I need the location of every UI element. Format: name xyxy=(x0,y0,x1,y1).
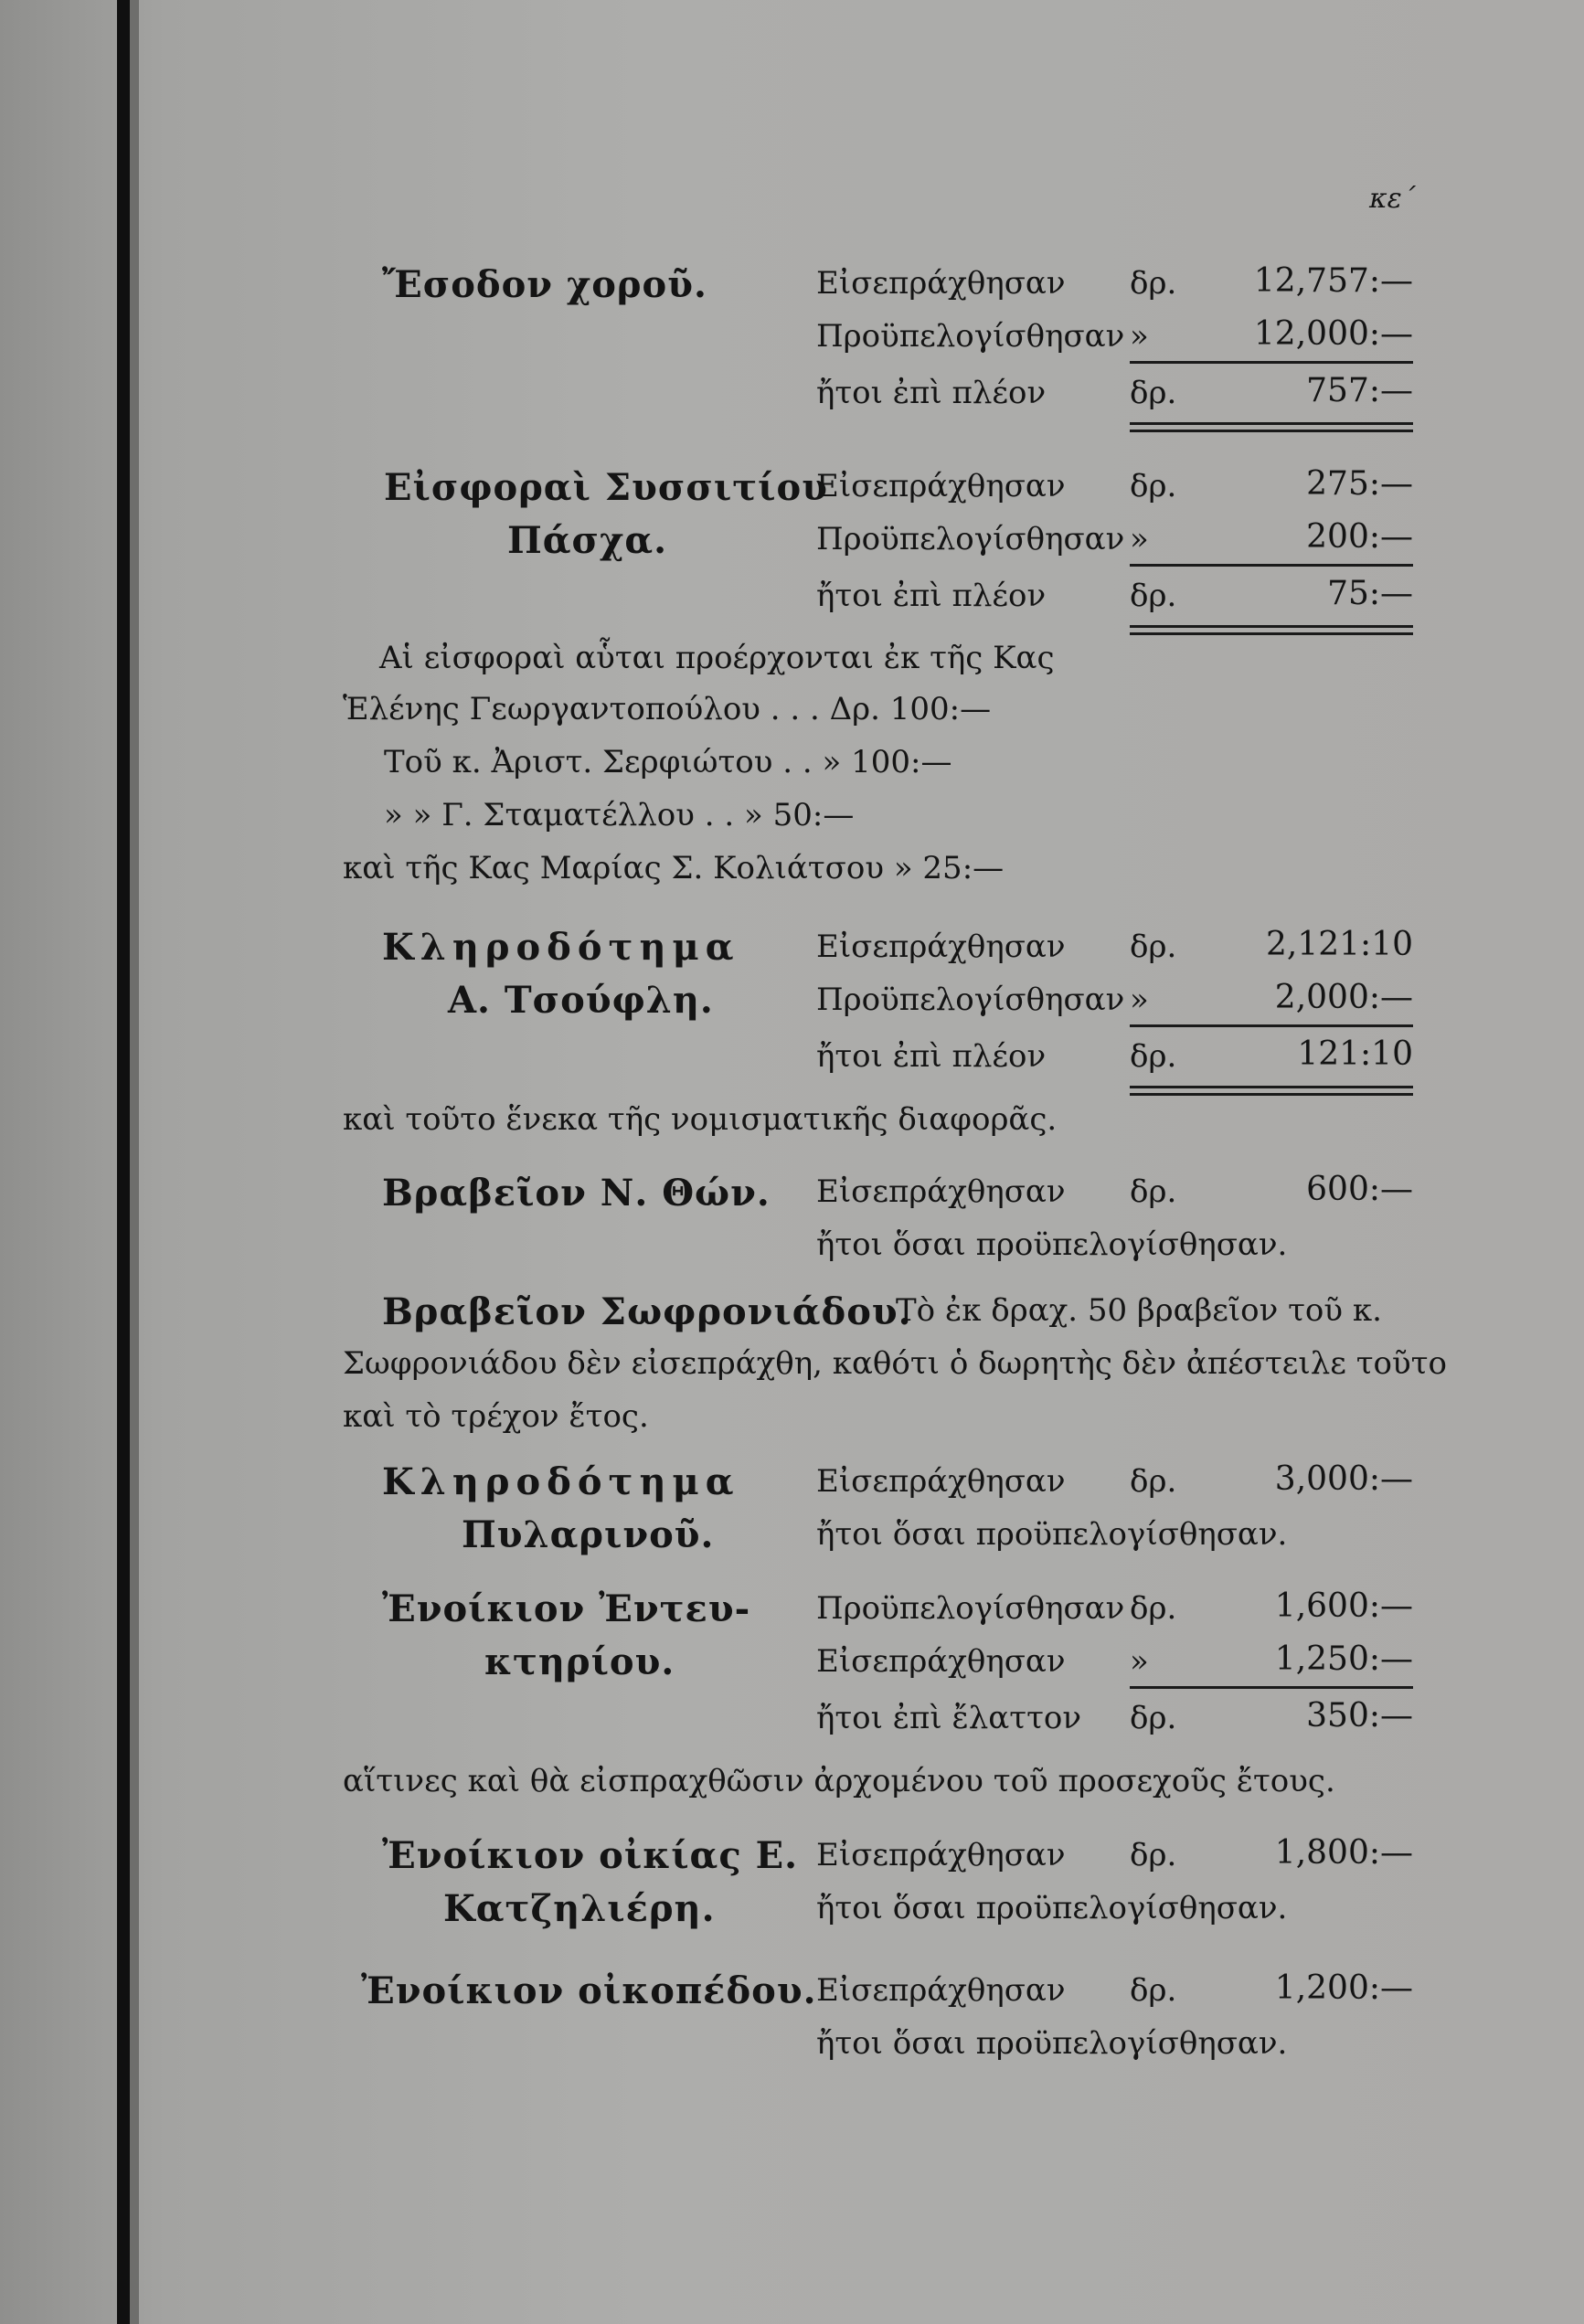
page-number: κε΄ xyxy=(1369,183,1416,215)
total-rule xyxy=(1130,625,1413,628)
currency: δρ. xyxy=(1130,1972,1177,2009)
amount: 121:10 xyxy=(1297,1035,1413,1073)
received-label: Εἰσεπράχθησαν xyxy=(816,468,1066,504)
total-rule xyxy=(1130,1093,1413,1096)
amount: 2,121:10 xyxy=(1266,926,1413,963)
total-rule xyxy=(1130,422,1413,425)
received-label: Εἰσεπράχθησαν xyxy=(816,929,1066,965)
amount: 350:— xyxy=(1306,1697,1413,1735)
currency: » xyxy=(1130,982,1149,1018)
budgeted-label: Προϋπελογίσθησαν xyxy=(816,521,1125,557)
currency: δρ. xyxy=(1130,1038,1177,1075)
note-line: Ἑλένης Γεωργαντοπούλου . . . Δρ. 100:— xyxy=(343,691,992,727)
entry-title: Α. Τσούφλη. xyxy=(448,979,714,1022)
currency: » xyxy=(1130,1643,1149,1680)
entry-title: Βραβεῖον Ν. Θών. xyxy=(382,1172,771,1215)
entry-title: Ἐνοίκιον οἰκοπέδου. xyxy=(361,1969,817,2012)
entry-title: Ἔσοδον χοροῦ. xyxy=(382,263,707,306)
currency: δρ. xyxy=(1130,265,1177,302)
amount: 75:— xyxy=(1327,575,1413,612)
difference-label: ἤτοι ἐπὶ ἔλαττον xyxy=(816,1700,1082,1736)
amount: 275:— xyxy=(1306,465,1413,503)
note-line: ἤτοι ὅσαι προϋπελογίσθησαν. xyxy=(816,1890,1288,1926)
entry-title: Πάσχα. xyxy=(507,519,668,562)
difference-label: ἤτοι ἐπὶ πλέον xyxy=(816,1038,1047,1075)
total-rule xyxy=(1130,632,1413,635)
sum-rule xyxy=(1130,1024,1413,1027)
entry-title: κτηρίου. xyxy=(484,1640,675,1683)
entry-title: Κληροδότημα xyxy=(382,1460,740,1503)
note-line: Αἱ εἰσφοραὶ αὗται προέρχονται ἐκ τῆς Κας xyxy=(379,640,1055,676)
entry-title: Πυλαρινοῦ. xyxy=(462,1513,715,1556)
difference-label: ἤτοι ἐπὶ πλέον xyxy=(816,578,1047,614)
amount: 200:— xyxy=(1306,518,1413,556)
sum-rule xyxy=(1130,1686,1413,1689)
amount: 12,000:— xyxy=(1253,315,1413,353)
note-line: καὶ τοῦτο ἕνεκα τῆς νομισματικῆς διαφορᾶς. xyxy=(343,1101,1058,1138)
budgeted-label: Προϋπελογίσθησαν xyxy=(816,318,1125,355)
currency: δρ. xyxy=(1130,578,1177,614)
currency: δρ. xyxy=(1130,375,1177,411)
amount: 1,200:— xyxy=(1274,1969,1413,2007)
amount: 1,600:— xyxy=(1274,1587,1413,1625)
note-line: ἤτοι ὅσαι προϋπελογίσθησαν. xyxy=(816,1516,1288,1553)
received-label: Εἰσεπράχθησαν xyxy=(816,1972,1066,2009)
amount: 1,800:— xyxy=(1274,1834,1413,1872)
sum-rule xyxy=(1130,564,1413,567)
amount: 600:— xyxy=(1306,1171,1413,1208)
binding-shadow xyxy=(130,0,139,2324)
entry-title: Κληροδότημα xyxy=(382,926,740,969)
currency: δρ. xyxy=(1130,929,1177,965)
received-label: Εἰσεπράχθησαν xyxy=(816,1463,1066,1500)
entry-title: Κατζηλιέρη. xyxy=(443,1887,716,1930)
difference-label: ἤτοι ἐπὶ πλέον xyxy=(816,375,1047,411)
amount: 757:— xyxy=(1306,372,1413,409)
currency: » xyxy=(1130,521,1149,557)
entry-title: Εἰσφοραὶ Συσσιτίου xyxy=(384,466,828,509)
note-line: καὶ τῆς Κας Μαρίας Σ. Κολιάτσου » 25:— xyxy=(343,850,1005,886)
entry-title: Ἐνοίκιον Ἐντευ- xyxy=(382,1587,751,1630)
amount: 3,000:— xyxy=(1274,1460,1413,1498)
received-label: Εἰσεπράχθησαν xyxy=(816,1837,1066,1873)
currency: δρ. xyxy=(1130,1463,1177,1500)
entry-title: Ἐνοίκιον οἰκίας Ε. xyxy=(382,1834,799,1877)
note-line: Σωφρονιάδου δὲν εἰσεπράχθη, καθότι ὁ δωρητὴς δὲν ἀπέστειλε τοῦτο xyxy=(343,1345,1447,1382)
currency: δρ. xyxy=(1130,1590,1177,1627)
received-label: Εἰσεπράχθησαν xyxy=(816,1173,1066,1210)
amount: 12,757:— xyxy=(1253,262,1413,300)
note-line: Τὸ ἐκ δραχ. 50 βραβεῖον τοῦ κ. xyxy=(896,1292,1382,1329)
amount: 2,000:— xyxy=(1274,979,1413,1016)
sum-rule xyxy=(1130,361,1413,364)
note-line: » » Γ. Σταματέλλου . . » 50:— xyxy=(384,797,855,833)
note-line: ἤτοι ὅσαι προϋπελογίσθησαν. xyxy=(816,1226,1288,1263)
binding-edge xyxy=(117,0,130,2324)
currency: δρ. xyxy=(1130,1837,1177,1873)
total-rule xyxy=(1130,430,1413,432)
note-line: καὶ τὸ τρέχον ἔτος. xyxy=(343,1398,649,1435)
amount: 1,250:— xyxy=(1274,1640,1413,1678)
currency: δρ. xyxy=(1130,468,1177,504)
received-label: Εἰσεπράχθησαν xyxy=(816,265,1066,302)
budgeted-label: Προϋπελογίσθησαν xyxy=(816,982,1125,1018)
note-line: ἤτοι ὅσαι προϋπελογίσθησαν. xyxy=(816,2025,1288,2062)
currency: » xyxy=(1130,318,1149,355)
note-line: Τοῦ κ. Ἀριστ. Σερφιώτου . . » 100:— xyxy=(384,744,952,780)
entry-title: Βραβεῖον Σωφρονιάδου. xyxy=(382,1290,912,1333)
note-line: αἵτινες καὶ θὰ εἰσπραχθῶσιν ἀρχομένου τοῦ προσεχοῦς ἔτους. xyxy=(343,1763,1335,1799)
received-label: Εἰσεπράχθησαν xyxy=(816,1643,1066,1680)
budgeted-label: Προϋπελογίσθησαν xyxy=(816,1590,1125,1627)
currency: δρ. xyxy=(1130,1173,1177,1210)
total-rule xyxy=(1130,1086,1413,1088)
currency: δρ. xyxy=(1130,1700,1177,1736)
